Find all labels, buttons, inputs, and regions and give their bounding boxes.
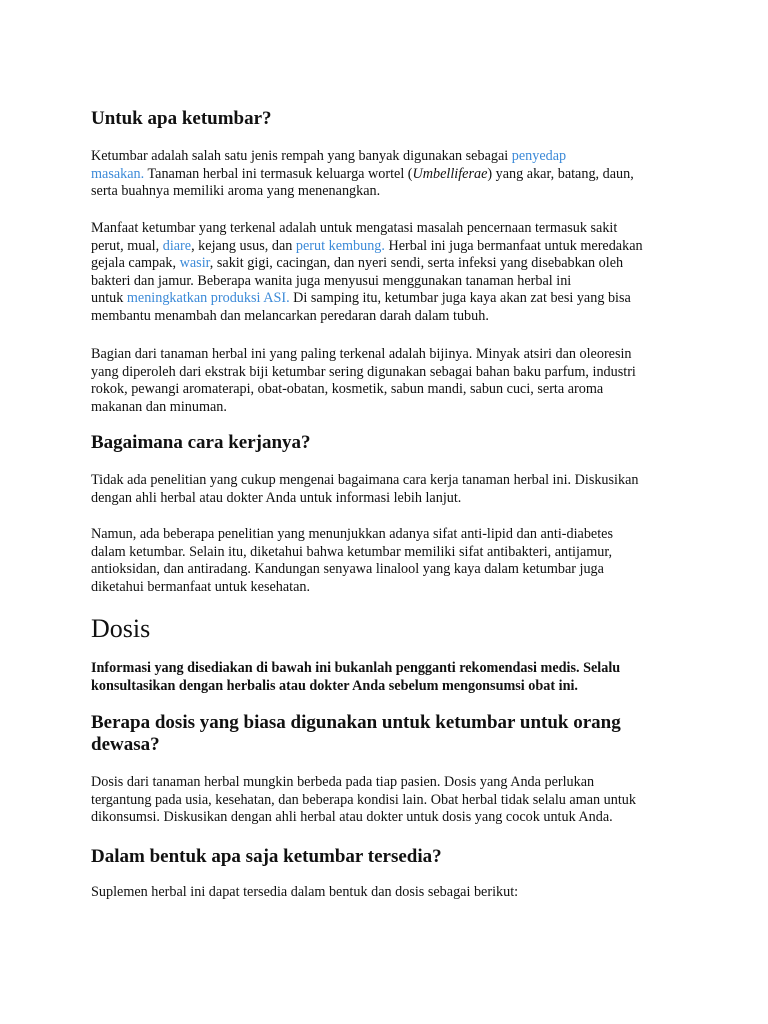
paragraph-sifat: Namun, ada beberapa penelitian yang menunjukkan adanya sifat anti-lipid dan anti-diabetes dalam ketumbar. Selain itu, diketahui bahwa ketumbar memiliki sifat antibakteri, antijamur, antioksidan, dan antiradang. Kandungan senyawa linalool yang kaya dalam ketumbar juga diketahui bermanfaat untuk kesehatan. (91, 526, 613, 595)
heading-untuk-apa: Untuk apa ketumbar? (91, 108, 272, 129)
heading-cara-kerja: Bagaimana cara kerjanya? (91, 432, 311, 453)
paragraph-manfaat: Manfaat ketumbar yang terkenal adalah untuk mengatasi masalah pencernaan termasuk sakit perut, mual, diare, kejang usus, dan perut kembung. Herbal ini juga bermanfaat untuk meredakan gejala campak, wasir, sakit gigi, cacingan, dan nyeri sendi, serta infeksi yang disebabkan oleh bakteri dan jamur. Beberapa wanita juga menyusui menggunakan tanaman herbal ini untuk meningkatkan produksi ASI. Di samping itu, ketumbar juga kaya akan zat besi yang bisa membantu menambah dan melancarkan peredaran darah dalam tubuh. (91, 220, 643, 324)
heading-dosis: Dosis (91, 614, 151, 643)
link-penyedap[interactable]: penyedap (511, 148, 567, 164)
link-diare[interactable]: diare (162, 237, 192, 254)
heading-dosis-dewasa: Berapa dosis yang biasa digunakan untuk ketumbar untuk orang dewasa? (91, 712, 621, 755)
paragraph-suplemen: Suplemen herbal ini dapat tersedia dalam bentuk dan dosis sebagai berikut: (91, 884, 519, 900)
paragraph-dosis: Dosis dari tanaman herbal mungkin berbeda pada tiap pasien. Dosis yang Anda perlukan tergantung pada usia, kesehatan, dan beberapa kondisi lain. Obat herbal tidak selalu aman untuk dikonsumsi. Diskusikan dengan ahli herbal atau dokter untuk dosis yang cocok untuk Anda. (91, 774, 636, 826)
paragraph-penelitian: Tidak ada penelitian yang cukup mengenai bagaimana cara kerja tanaman herbal ini. Diskusikan dengan ahli herbal atau dokter Anda untuk informasi lebih lanjut. (91, 472, 639, 506)
heading-bentuk: Dalam bentuk apa saja ketumbar tersedia? (91, 846, 442, 867)
disclaimer-note: Informasi yang disediakan di bawah ini bukanlah pengganti rekomendasi medis. Selalu konsultasikan dengan herbalis atau dokter Anda sebelum mengonsumsi obat ini. (91, 660, 621, 694)
link-wasir[interactable]: wasir (179, 255, 210, 272)
paragraph-definisi: Ketumbar adalah salah satu jenis rempah yang banyak digunakan sebagai penyedap masakan. Tanaman herbal ini termasuk keluarga wortel (Umbelliferae) yang akar, batang, daun, serta buahnya memiliki aroma yang menenangkan. (91, 148, 634, 200)
link-perut-kembung[interactable]: perut kembung. (295, 237, 385, 254)
link-produksi-asi[interactable]: meningkatkan produksi ASI. (126, 290, 290, 307)
paragraph-bagian: Bagian dari tanaman herbal ini yang paling terkenal adalah bijinya. Minyak atsiri dan oleoresin yang diperoleh dari ekstrak biji ketumbar sering digunakan sebagai bahan baku parfum, industri rokok, pewangi aromaterapi, obat-obatan, kosmetik, sabun mandi, sabun cuci, serta aroma makanan dan minuman. (91, 346, 636, 415)
link-masakan[interactable]: masakan. (91, 165, 145, 182)
